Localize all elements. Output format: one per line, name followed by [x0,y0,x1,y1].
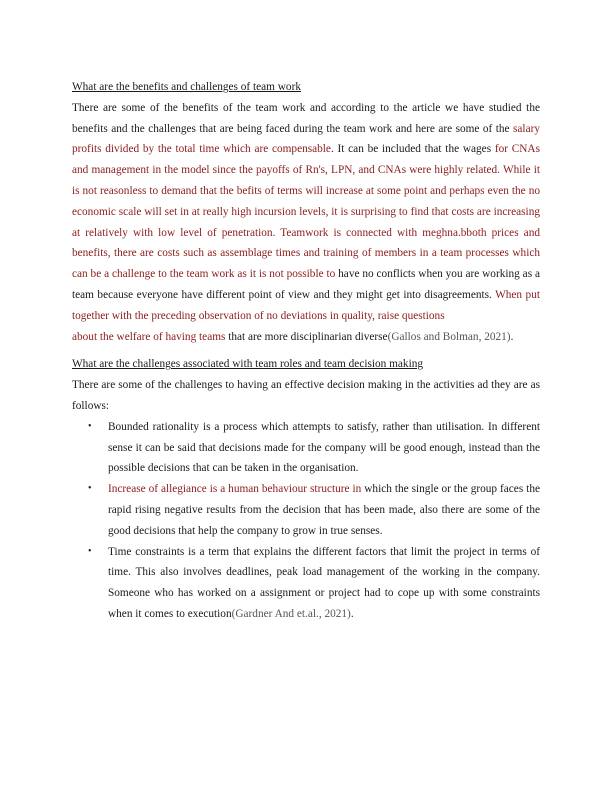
text-run: that are more disciplinarian diverse [225,330,388,343]
highlighted-text-run: Increase of allegiance is a human behaviour structure in [108,483,362,496]
list-item-text: which the single or the group faces the rapid rising negative results from the decision that has been made, also there are some of the good decisions that help the company to grow in true senses. [108,483,540,537]
highlighted-text-run: salary profits divided by the total time which are compensable [72,122,540,156]
citation: (Gallos and Bolman, 2021) [387,330,511,343]
citation: (Gardner And et.al., 2021) [231,607,351,620]
list-item-text: Bounded rationality is a process which attempts to satisfy, rather than utilisation. In different sense it can be said that decisions made for the company will be good enough, instead than the possible decisions that can be taken in the organisation. [108,420,540,475]
bullet-icon: • [88,420,92,432]
challenges-intro: There are some of the challenges to having an effective decision making in the activities ad they are as follows: [72,379,540,412]
highlighted-text-run: about the welfare of having teams [72,330,226,343]
list-item [72,417,540,479]
list-item [72,479,540,541]
bullet-icon: • [88,483,92,495]
document-body [72,77,540,625]
bullet-icon: • [88,545,92,557]
text-run: . [350,607,354,620]
benefits-paragraph [72,98,540,348]
text-run: . It can be included that the wages [330,143,495,156]
list-item-text: Time constraints is a term that explains the different factors that limit the project in terms of time. This also involves deadlines, peak load management of the working in the company. Someone who has worked on a assignment or project had to cope up with some constraints when it comes to execution [108,545,540,620]
list-item [72,542,540,625]
text-run: There are some of the benefits of the team work and according to the article we have studied the benefits and the challenges that are being faced during the team work and here are some of the [72,101,540,135]
challenges-list [72,417,540,625]
section-heading-benefits: What are the benefits and challenges of team work [72,81,301,93]
text-run: . [510,330,514,343]
section-heading-challenges: What are the challenges associated with team roles and team decision making [72,358,424,371]
highlighted-text-run: for CNAs and management in the model since the payoffs of Rn's, LPN, and CNAs were highly related. While it is not reasonless to demand that the befits of terms will increase at some point and perhaps even the no economic scale will set in at really high incursion levels, it is surprising to find that costs are increasing at relatively with low level of penetration. Teamwork is connected with meghna.bboth prices and benefits, there are costs such as assemblage times and training of members in a team processes which can be a challenge to the team work as it is not possible to [72,143,540,281]
highlighted-text-run: When put together with the preceding observation of no deviations in quality, raise questions [72,288,540,322]
text-run: have no conflicts when you are working as a team because everyone have different point of view and they might get into disagreements. [72,268,540,301]
